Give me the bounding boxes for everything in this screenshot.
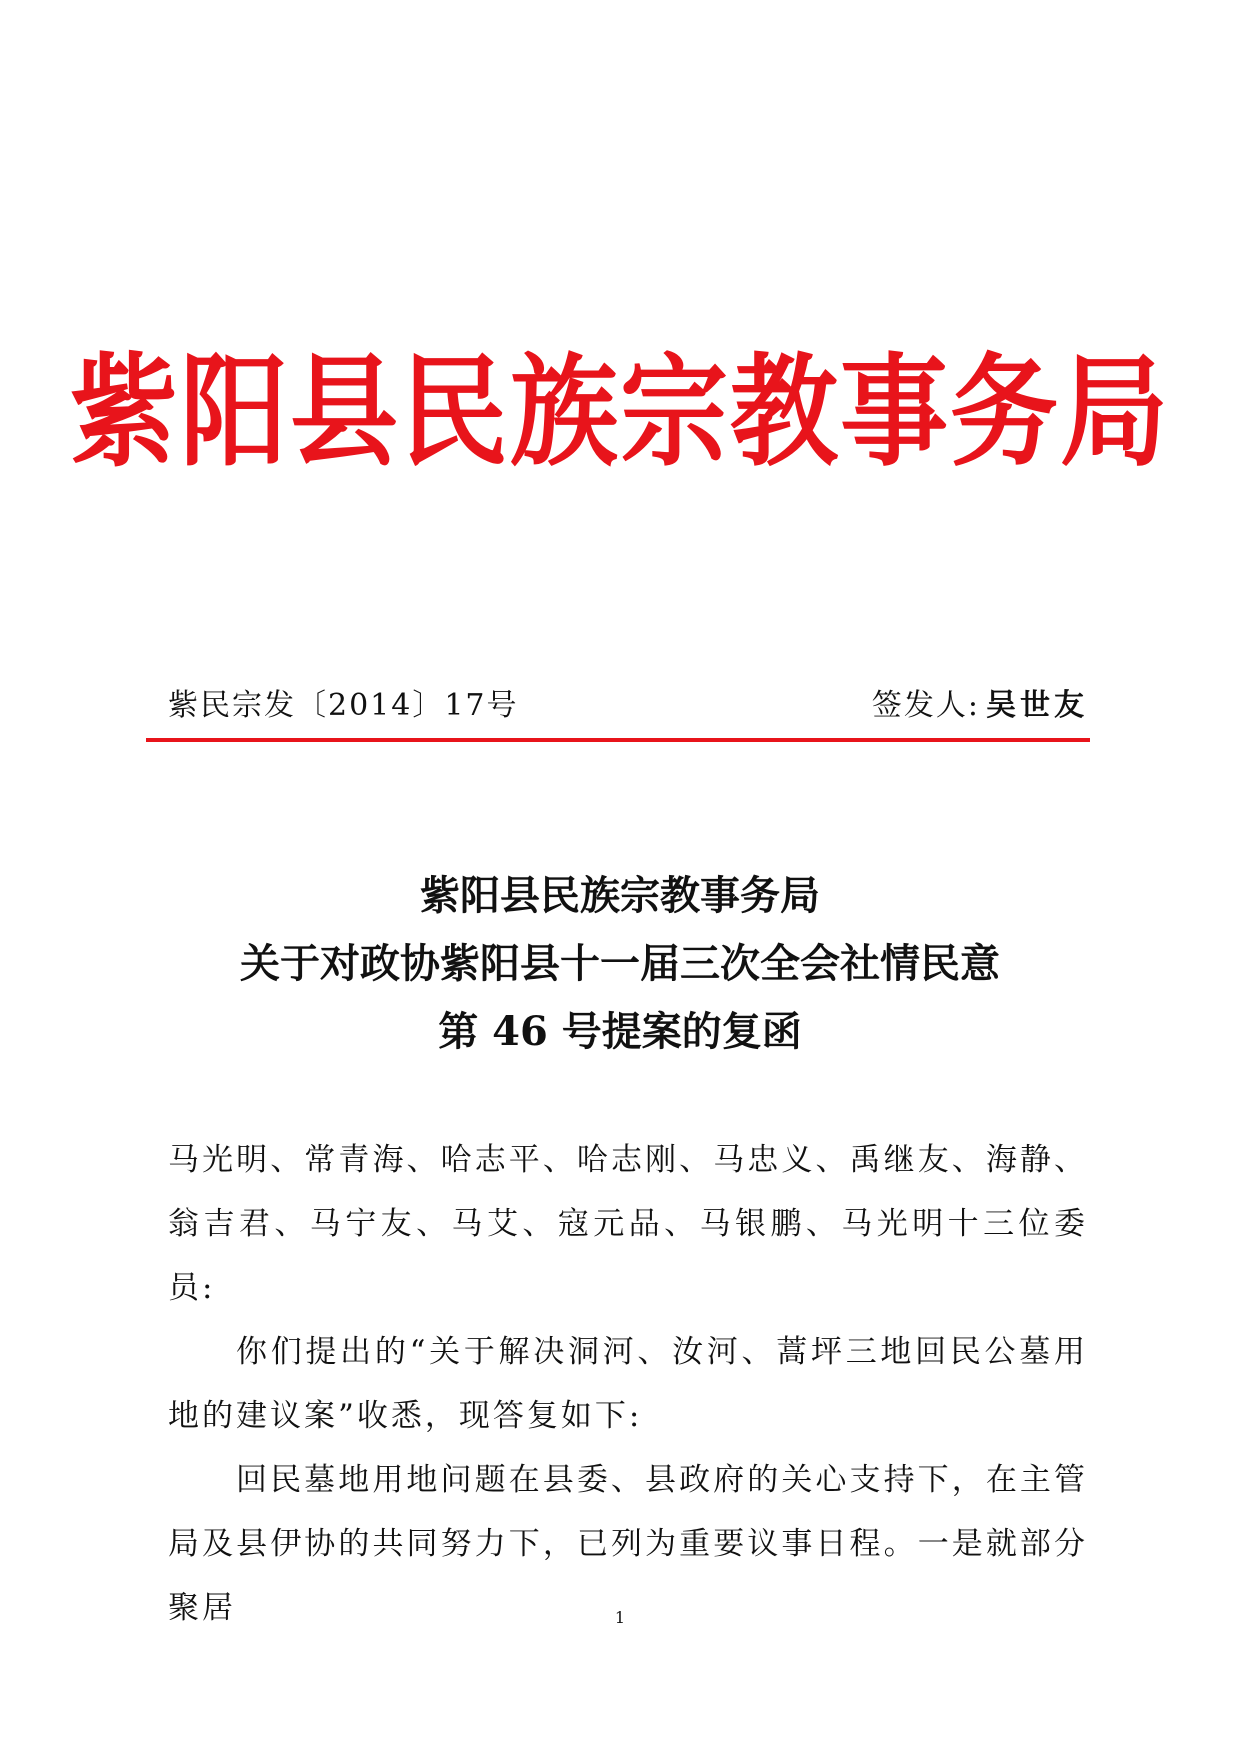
page-number: 1 <box>614 1608 626 1627</box>
red-divider-line <box>146 738 1090 742</box>
document-title <box>0 862 1240 1066</box>
masthead-title: 紫阳县民族宗教事务局 <box>69 341 1170 484</box>
title-line-2: 关于对政协紫阳县十一届三次全会社情民意 <box>240 940 1000 987</box>
title-line-3: 第 46 号提案的复函 <box>438 1008 802 1055</box>
salutation: 马光明、常青海、哈志平、哈志刚、马忠义、禹继友、海静、翁吉君、马宁友、马艾、寇元品、马银鹏、马光明十三位委员: <box>168 1142 1088 1306</box>
title-line-1: 紫阳县民族宗教事务局 <box>420 872 820 919</box>
document-number: 紫民宗发〔2014〕17号 <box>168 688 519 723</box>
body-paragraph-1: 你们提出的“关于解决洞河、汝河、蒿坪三地回民公墓用地的建议案”收悉，现答复如下: <box>168 1334 1088 1434</box>
body-paragraph-2: 回民墓地用地问题在县委、县政府的关心支持下，在主管局及县伊协的共同努力下，已列为重要议事日程。一是就部分聚居 <box>168 1462 1088 1626</box>
document-info-line <box>168 686 1088 726</box>
signer-block <box>872 686 1088 726</box>
signer-label: 签发人: <box>871 688 980 723</box>
letter-body <box>168 1128 1088 1640</box>
signer-name: 吴世友 <box>986 688 1088 723</box>
